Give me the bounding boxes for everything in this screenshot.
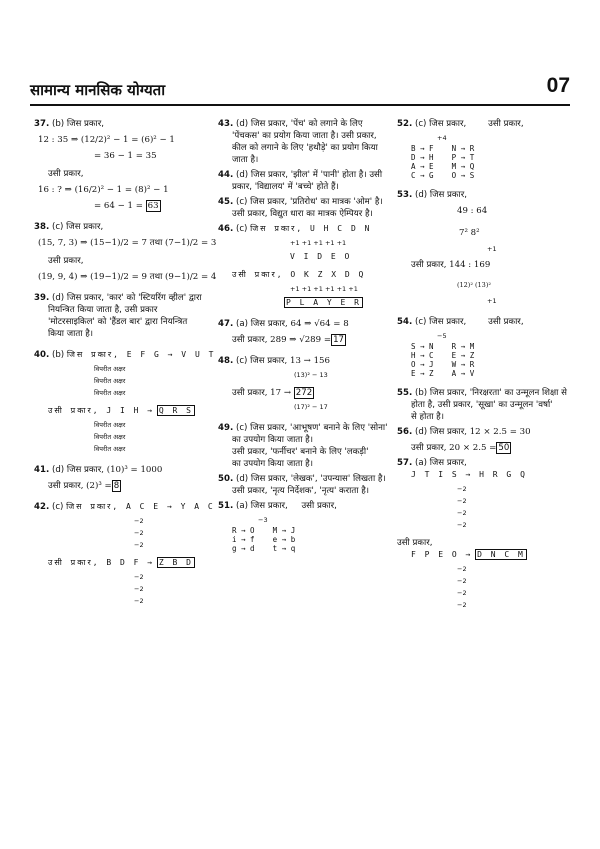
question-38: 38. (c) जिस प्रकार, (15, 7, 3) ⇒ (15−1)/2 = 7 तथा (7−1)/2 = 3 उसी प्रकार, (19, 9, 4) ⇒ (19−1)/2 = 9 तथा (9−1)/2 = 4 — [34, 222, 217, 282]
answer-box: P L A Y E R — [286, 298, 361, 307]
question-45: 45. (c) जिस प्रकार, 'प्रतिरोध' का मात्रक 'ओम' है। उसी प्रकार, विद्युत धारा का मात्रक ऐम्पियर है। — [218, 197, 383, 219]
question-41: 41. (d) जिस प्रकार, (10)³ = 1000 उसी प्रकार, (2)³ = 8 — [34, 465, 163, 491]
page-number: 07 — [546, 74, 570, 97]
answer-box: 63 — [147, 201, 159, 211]
question-37: 37. (b) जिस प्रकार, 12 : 35 ⇒ (12/2)² − 1 = (6)² − 1 = 36 − 1 = 35 उसी प्रकार, 16 : ? ⇒ (16/2)² − 1 = (8)² − 1 = 64 − 1 = 63 — [34, 119, 175, 211]
answer-box: Z B D — [158, 558, 193, 567]
answer-box: 272 — [295, 388, 313, 398]
question-51: 51. (a) जिस प्रकार, उसी प्रकार, −3 R → O M → J i → f e → b g → d t → q — [218, 501, 337, 553]
question-46: 46. (c) जिस प्रकार, U H C D N +1 +1 +1 +1 +1 V I D E O उसी प्रकार, O K Z X D Q +1 +1 +1 +1 +1 +1 P L A Y E R — [218, 224, 372, 307]
column-1 — [34, 118, 217, 610]
question-43: 43. (d) जिस प्रकार, 'पेंच' को लगाने के लिए 'पेंचकस' का प्रयोग किया जाता है। उसी प्रकार, कील को लगाने के लिए 'हथौड़े' का प्रयोग किया जाता है। — [218, 119, 378, 165]
question-44: 44. (d) जिस प्रकार, 'झील' में 'पानी' होता है। उसी प्रकार, 'विद्यालय' में 'बच्चे' होते हैं। — [218, 170, 383, 192]
question-56: 56. (d) जिस प्रकार, 12 × 2.5 = 30 उसी प्रकार, 20 × 2.5 = 50 — [397, 427, 531, 453]
question-48: 48. (c) जिस प्रकार, 13 → 156 (13)² − 13 उसी प्रकार, 17 → 272 (17)² − 17 — [218, 356, 330, 411]
question-55: 55. (b) जिस प्रकार, 'निरक्षरता' का उन्मूलन शिक्षा से होता है, उसी प्रकार, 'सूखा' का उन्मूलन 'वर्षा' से होता है। — [397, 388, 567, 422]
column-2 — [218, 118, 388, 556]
column-3 — [397, 118, 572, 614]
page-header — [30, 74, 570, 106]
answer-box: 50 — [498, 443, 510, 453]
question-50: 50. (d) जिस प्रकार, 'लेखक', 'उपन्यास' लिखता है। उसी प्रकार, 'नृत्य निर्देशक', 'नृत्य' कराता है। — [218, 474, 386, 496]
question-53: 53. (d) जिस प्रकार, 49 : 64 7² 8² +1 उसी प्रकार, 144 : 169 (12)² (13)² +1 — [397, 190, 497, 305]
question-42: 42. (c) जिस प्रकार, A C E → Y A C −2 −2 −2 उसी प्रकार, B D F → Z B D −2 −2 −2 — [34, 502, 215, 605]
question-49: 49. (c) जिस प्रकार, 'आभूषण' बनाने के लिए 'सोना' का उपयोग किया जाता है। उसी प्रकार, 'फर्नीचर' बनाने के लिए 'लकड़ी' का उपयोग किया जाता है। — [218, 423, 388, 469]
question-54: 54. (c) जिस प्रकार, उसी प्रकार, −5 S → N R → M H → C E → Z O → J W → R E → Z A → V — [397, 317, 524, 378]
answer-box: Q R S — [158, 406, 193, 415]
question-39: 39. (d) जिस प्रकार, 'कार' को 'स्टियरिंग व्हील' द्वारा नियन्त्रित किया जाता है, उसी प्रकार 'मोटरसाइकिल' को 'हैंडल बार' द्वारा नियन्त्रित किया जाता है। — [34, 293, 202, 339]
answer-box: 8 — [113, 481, 120, 491]
question-57: 57. (a) जिस प्रकार, J T I S → H R G Q −2 −2 −2 −2 उसी प्रकार, F P E O → D N C M −2 −2 −2 −2 — [397, 458, 527, 609]
answer-box: 17 — [333, 335, 344, 345]
question-40: 40. (b) जिस प्रकार, E F G → V U T विपरीत अक्षर विपरीत अक्षर विपरीत अक्षर उसी प्रकार, J I H → Q R S विपरीत अक्षर विपरीत अक्षर विपरीत अक्षर — [34, 350, 216, 453]
question-52: 52. (c) जिस प्रकार, उसी प्रकार, +4 B → F N → R D → H P → T A → E M → Q C → G O → S — [397, 119, 524, 180]
answer-box: D N C M — [477, 550, 525, 559]
question-47: 47. (a) जिस प्रकार, 64 ⇒ √64 = 8 उसी प्रकार, 289 ⇒ √289 = 17 — [218, 319, 349, 345]
page-title: सामान्य मानसिक योग्यता — [30, 81, 166, 99]
